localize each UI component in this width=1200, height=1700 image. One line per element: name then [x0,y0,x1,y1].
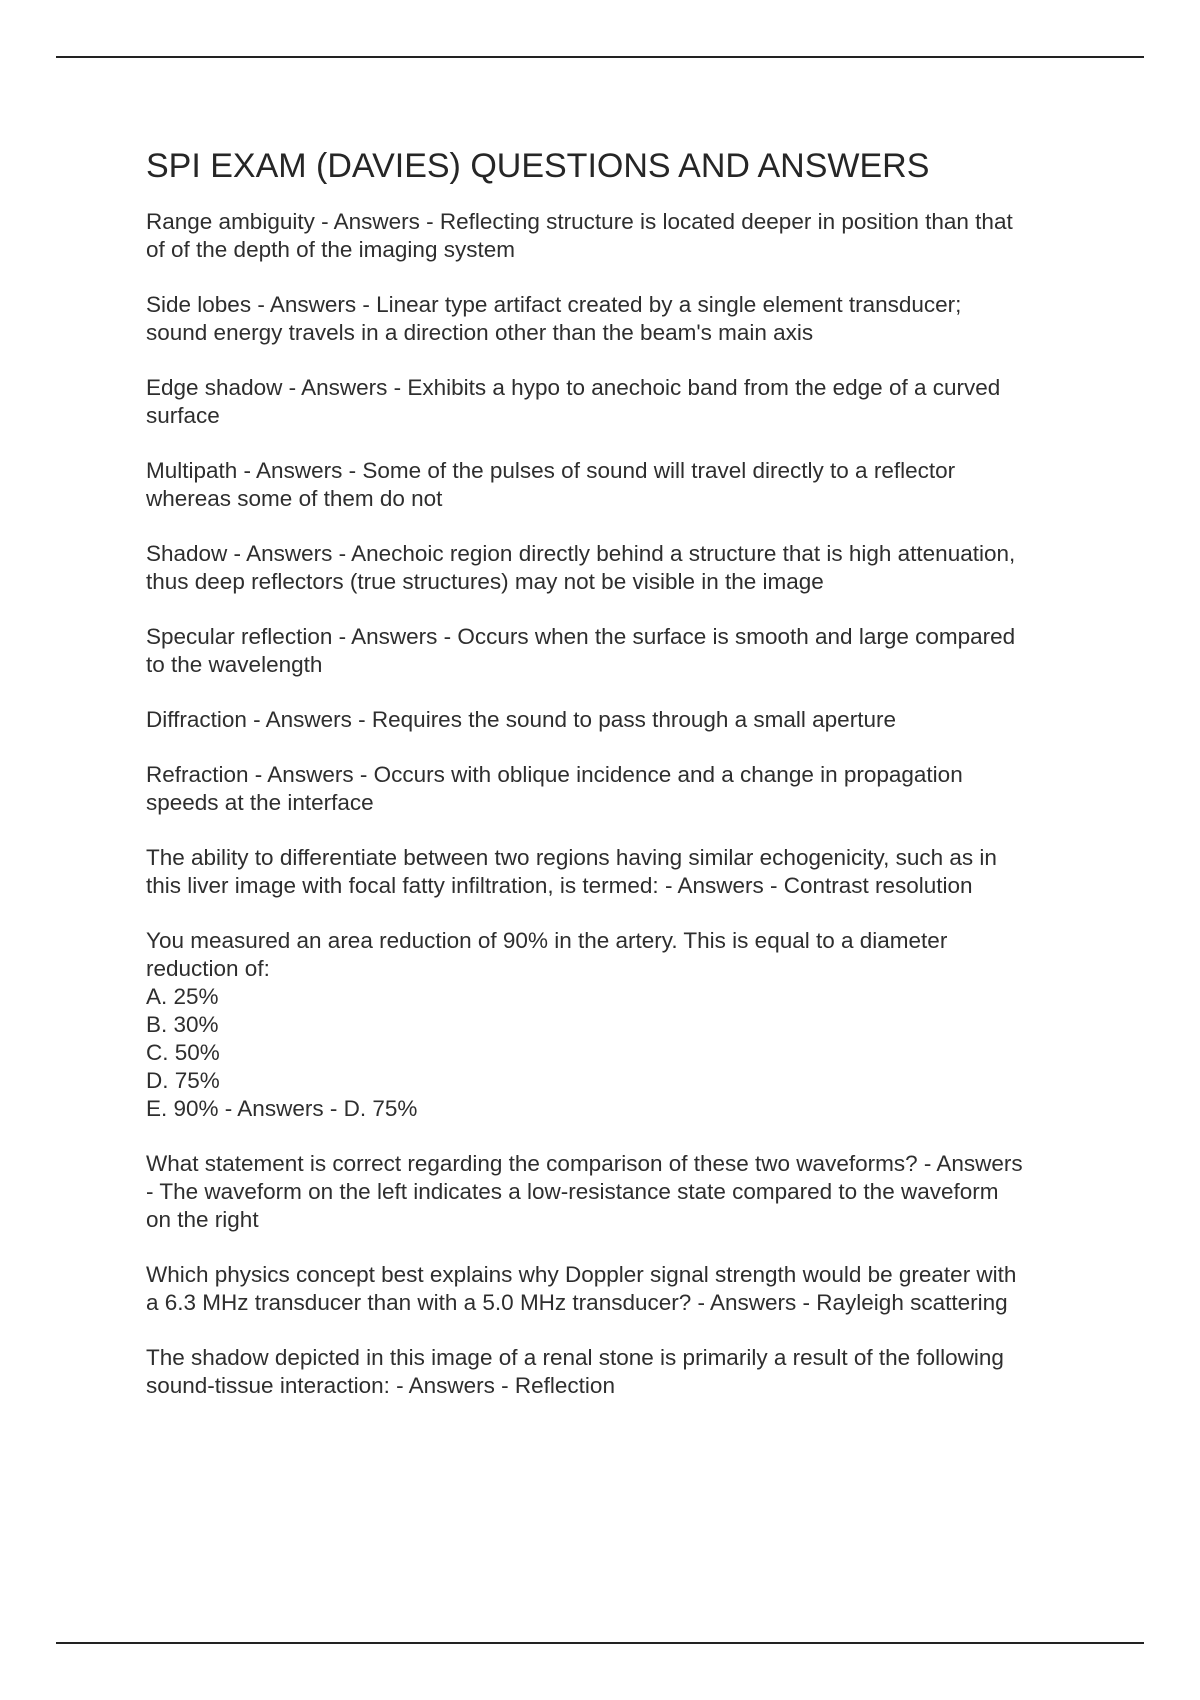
qa-item-doppler-signal [146,1261,1106,1317]
qa-item-side-lobes [146,291,1106,347]
qa-line: Edge shadow - Answers - Exhibits a hypo to anechoic band from the edge of a curved [146,375,1001,400]
qa-line: sound-tissue interaction: - Answers - Reflection [146,1373,615,1398]
qa-item-shadow [146,540,1106,596]
answer-option-e: E. 90% - Answers - D. 75% [146,1096,418,1121]
qa-line: a 6.3 MHz transducer than with a 5.0 MHz transducer? - Answers - Rayleigh scattering [146,1290,1008,1315]
qa-item-renal-stone [146,1344,1106,1400]
qa-line: What statement is correct regarding the comparison of these two waveforms? - Answers [146,1151,1023,1176]
qa-line: Specular reflection - Answers - Occurs when the surface is smooth and large compared [146,624,1016,649]
qa-line: Which physics concept best explains why Doppler signal strength would be greater with [146,1262,1017,1287]
qa-line: You measured an area reduction of 90% in the artery. This is equal to a diameter [146,928,948,953]
qa-line: this liver image with focal fatty infiltration, is termed: - Answers - Contrast resolution [146,873,973,898]
answer-option-c: C. 50% [146,1040,220,1065]
qa-item-waveforms [146,1150,1106,1234]
qa-item-diffraction [146,706,1106,734]
bottom-divider [56,1642,1144,1644]
qa-item-refraction [146,761,1106,817]
qa-item-multipath [146,457,1106,513]
document-body [146,146,1106,1427]
qa-line: sound energy travels in a direction other than the beam's main axis [146,320,814,345]
qa-line: Range ambiguity - Answers - Reflecting structure is located deeper in position than that [146,209,1013,234]
answer-option-d: D. 75% [146,1068,220,1093]
qa-line: reduction of: [146,956,270,981]
qa-line: The shadow depicted in this image of a renal stone is primarily a result of the following [146,1345,1004,1370]
qa-item-specular-reflection [146,623,1106,679]
page-title: SPI EXAM (DAVIES) QUESTIONS AND ANSWERS [146,147,930,185]
qa-item-edge-shadow [146,374,1106,430]
qa-line: surface [146,403,220,428]
answer-option-b: B. 30% [146,1012,219,1037]
qa-line: whereas some of them do not [146,486,443,511]
qa-item-range-ambiguity [146,208,1106,264]
qa-line: speeds at the interface [146,790,374,815]
answer-option-a: A. 25% [146,984,219,1009]
top-divider [56,56,1144,58]
qa-line: on the right [146,1207,259,1232]
qa-line: Shadow - Answers - Anechoic region directly behind a structure that is high attenuation, [146,541,1016,566]
qa-line: to the wavelength [146,652,323,677]
qa-line: - The waveform on the left indicates a low-resistance state compared to the waveform [146,1179,999,1204]
qa-line: thus deep reflectors (true structures) may not be visible in the image [146,569,824,594]
qa-item-diameter-reduction [146,927,1106,1123]
qa-line: The ability to differentiate between two regions having similar echogenicity, such as in [146,845,997,870]
qa-line: Diffraction - Answers - Requires the sound to pass through a small aperture [146,707,896,732]
qa-line: Refraction - Answers - Occurs with oblique incidence and a change in propagation [146,762,963,787]
qa-item-contrast-resolution [146,844,1106,900]
qa-line: Multipath - Answers - Some of the pulses of sound will travel directly to a reflector [146,458,956,483]
qa-line: of of the depth of the imaging system [146,237,515,262]
qa-line: Side lobes - Answers - Linear type artifact created by a single element transducer; [146,292,962,317]
